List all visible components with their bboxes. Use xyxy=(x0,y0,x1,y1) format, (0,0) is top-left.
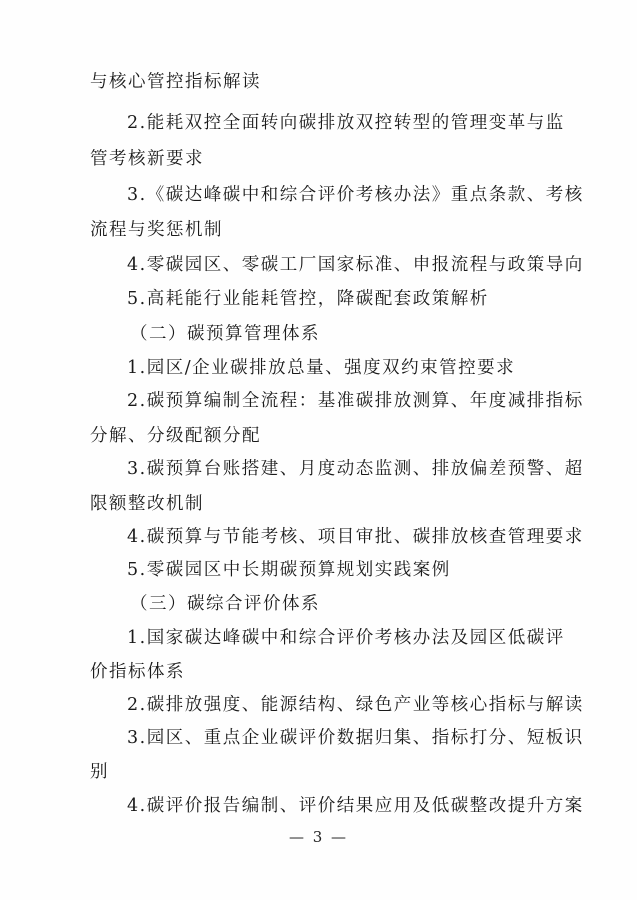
text-line: 分解、分级配额分配 xyxy=(90,426,261,446)
text-line: 4.碳评价报告编制、评价结果应用及低碳整改提升方案 xyxy=(127,796,584,816)
text-line: 2.碳预算编制全流程：基准碳排放测算、年度减排指标 xyxy=(127,391,584,411)
text-line: 1.国家碳达峰碳中和综合评价考核办法及园区低碳评 xyxy=(127,628,565,648)
text-line: 别 xyxy=(90,762,109,782)
section-heading: （二）碳预算管理体系 xyxy=(130,324,320,344)
text-line: 2.能耗双控全面转向碳排放双控转型的管理变革与监 xyxy=(127,113,565,133)
text-line: 5.高耗能行业能耗管控，降碳配套政策解析 xyxy=(127,289,489,309)
text-line: 3.碳预算台账搭建、月度动态监测、排放偏差预警、超 xyxy=(127,459,584,479)
text-line: 3.园区、重点企业碳评价数据归集、指标打分、短板识 xyxy=(127,728,584,748)
section-heading: （三）碳综合评价体系 xyxy=(130,594,320,614)
text-line: 1.园区/企业碳排放总量、强度双约束管控要求 xyxy=(127,358,516,378)
text-line: 2.碳排放强度、能源结构、绿色产业等核心指标与解读 xyxy=(127,695,584,715)
text-line: 4.碳预算与节能考核、项目审批、碳排放核查管理要求 xyxy=(127,527,584,547)
text-line: 4.零碳园区、零碳工厂国家标准、申报流程与政策导向 xyxy=(127,255,584,275)
text-line: 限额整改机制 xyxy=(90,494,204,514)
text-line: 流程与奖惩机制 xyxy=(90,220,223,240)
text-line: 管考核新要求 xyxy=(90,149,204,169)
text-line: 价指标体系 xyxy=(90,662,185,682)
text-line: 与核心管控指标解读 xyxy=(90,72,261,92)
page-number: — 3 — xyxy=(288,828,349,846)
text-line: 3.《碳达峰碳中和综合评价考核办法》重点条款、考核 xyxy=(127,185,584,205)
text-line: 5.零碳园区中长期碳预算规划实践案例 xyxy=(127,560,451,580)
